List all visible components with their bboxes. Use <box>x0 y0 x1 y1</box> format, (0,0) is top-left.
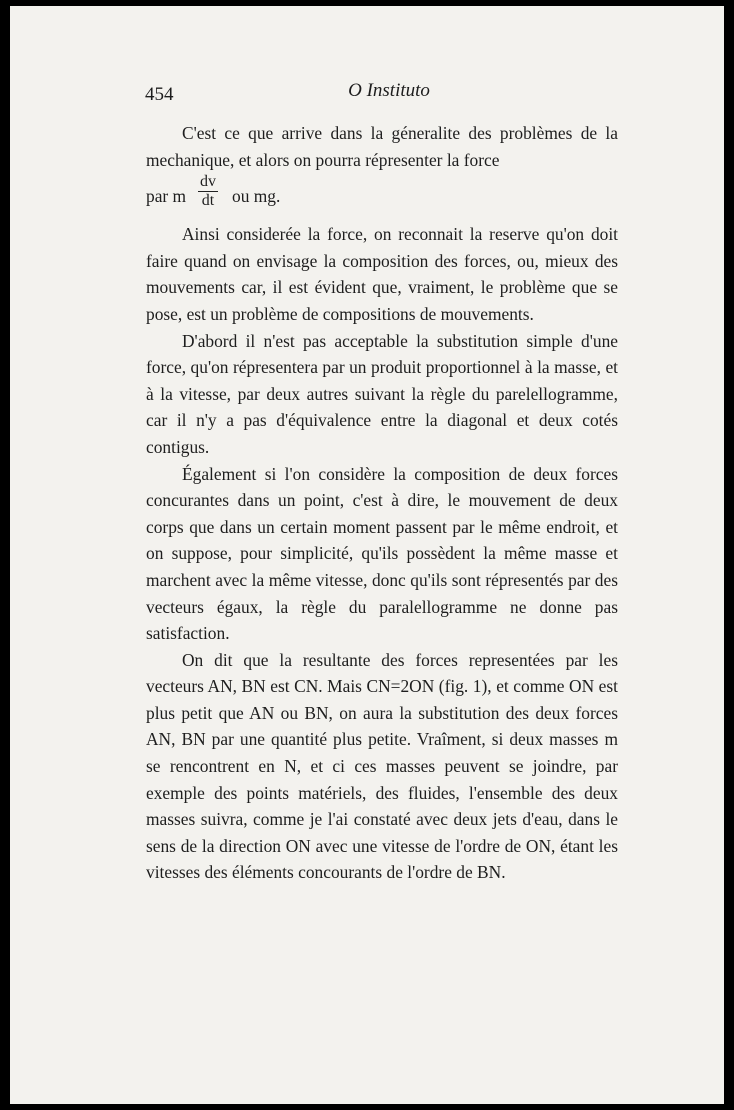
fraction-denominator: dt <box>201 192 215 210</box>
paragraph-4: Également si l'on considère la composition de deux forces concurantes dans un point, c'est à dire, le mouvement de deux corps que dans un certain moment passent par le même endroit, et on suppose, pour simplicité, qu'ils possèdent la même masse et marchent avec la même vitesse, donc qu'ils sont répresentés par des vecteurs égaux, la règle du paralellogramme ne donne pas satisfaction. <box>146 463 618 644</box>
paragraph-5: On dit que la resultante des forces representées par les vecteurs AN, BN est CN. Mais CN=2ON (fig. 1), et comme ON est plus petit que AN ou BN, on aura la substitution des deux forces AN, BN par une quantité plus petite. Vraîment, si deux masses m se rencontrent en N, et ci ces masses peuvent se joindre, par exemple des points matériels, des fluides, l'ensemble des deux masses suivra, comme je l'ai constaté avec deux jets d'eau, dans le sens de la direction ON avec une vitesse de l'ordre de ON, étant les vitesses des éléments concourants de l'ordre de BN. <box>146 649 618 883</box>
page-body <box>146 120 618 886</box>
page-header <box>145 76 633 106</box>
paragraph-1: C'est ce que arrive dans la géneralite des problèmes de la mechanique, et alors on pourra répresenter la force <box>146 123 618 170</box>
fraction <box>198 173 218 210</box>
formula-line <box>146 173 618 221</box>
formula-prefix: par m <box>146 186 187 207</box>
fraction-numerator: dv <box>200 173 216 191</box>
formula-suffix: ou mg. <box>232 186 281 207</box>
page-number: 454 <box>145 84 174 105</box>
paragraph-2: Ainsi considerée la force, on reconnait la reserve qu'on doit faire quand on envisage la composition des forces, ou, mieux des mouvements car, il est évident que, vraiment, le problème que se pose, est un problème de compositions de mouvements. <box>146 224 618 324</box>
paragraph-3: D'abord il n'est pas acceptable la substitution simple d'une force, qu'on répresentera par un produit proportionnel à la masse, et à la vitesse, par deux autres suivant la règle du parelellogramme, car il n'y a pas d'équivalence entre la diagonal et deux cotés contigus. <box>146 330 618 457</box>
running-title: O Instituto <box>348 80 430 101</box>
book-page <box>10 6 724 1104</box>
